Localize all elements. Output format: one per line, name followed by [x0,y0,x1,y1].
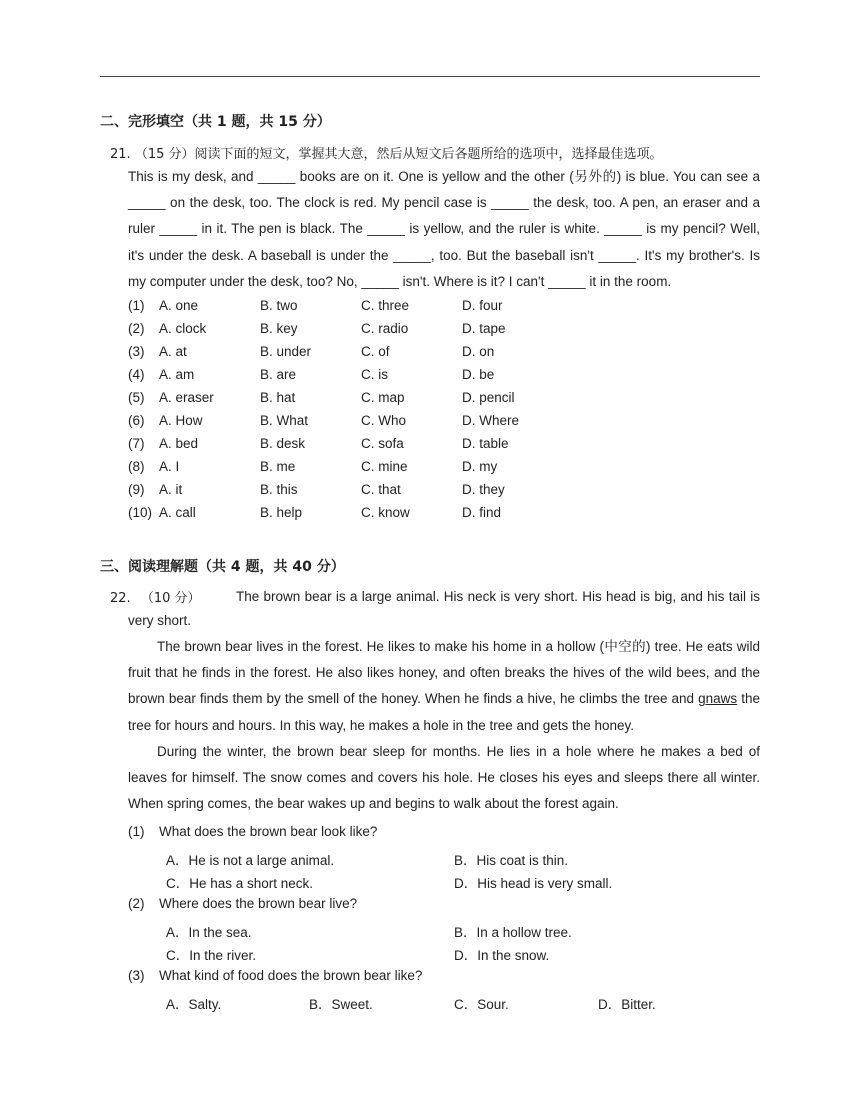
passage-paragraph-2 [128,634,760,739]
option-d: D. Where [462,413,520,428]
option-d: D. my [462,459,498,474]
option-b: B. me [260,459,296,474]
option-number: (10) [128,505,153,520]
option-a: A. bed [159,436,199,451]
option-number: (8) [128,459,145,474]
option-b: B. What [260,413,309,428]
question-instructions: （15 分）阅读下面的短文，掌握其大意，然后从短文后各题所给的选项中，选择最佳选项。 [134,147,663,162]
option-a: A. clock [159,321,207,336]
passage-line: my computer under the desk, too? No, _____ isn't. Where is it? I can't _____ it in the room. [128,273,672,289]
passage-line: tree for hours and hours. In this way, he makes a hole in the tree and gets the honey. [128,717,635,733]
choice-b: B．His coat is thin. [454,853,569,868]
sub-question-text: Where does the brown bear live? [159,896,358,911]
option-c: C. know [361,505,410,520]
question-21-header [110,143,663,162]
option-a: A. eraser [159,390,214,405]
option-number: (4) [128,367,145,382]
choice-a: A．Salty. [166,997,222,1012]
sub-question-text: What kind of food does the brown bear like? [159,968,423,983]
section-title-reading: 三、阅读理解题（共 4 题，共 40 分） [100,559,345,575]
choice-b: B．Sweet. [309,997,373,1012]
option-d: D. be [462,367,495,382]
passage-line: ruler _____ in it. The pen is black. The _____ is yellow, and the ruler is white. _____ is my pencil? Well, [128,221,760,237]
option-c: C. mine [361,459,408,474]
section-title-cloze: 二、完形填空（共 1 题，共 15 分） [100,114,331,130]
option-number: (9) [128,482,145,497]
passage-line: When spring comes, the bear wakes up and begins to walk about the forest again. [128,796,619,812]
option-d: D. tape [462,321,506,336]
option-number: (5) [128,390,145,405]
choice-c: C．Sour. [454,997,509,1012]
choice-d: D．In the snow. [454,948,550,963]
option-c: C. map [361,390,405,405]
choice-b: B．In a hollow tree. [454,925,572,940]
sub-question-text: What does the brown bear look like? [159,824,378,839]
option-c: C. that [361,482,401,497]
option-a: A. at [159,344,187,359]
option-number: (2) [128,321,145,336]
passage-line: fruit that he finds in the forest. He also likes honey, and often breaks the hives of the wild bees, and the [128,665,760,681]
option-number: (3) [128,344,145,359]
option-b: B. desk [260,436,306,451]
underlined-word: gnaws [698,691,738,707]
header-rule [100,76,760,77]
option-b: B. help [260,505,303,520]
passage-line: brown bear finds them by the smell of the honey. When he finds a hive, he climbs the tree and gnaws the [128,691,760,707]
option-number: (1) [128,298,145,313]
option-c: C. radio [361,321,409,336]
sub-question-number: (2) [128,896,145,911]
choice-c: C．In the river. [166,948,257,963]
option-d: D. on [462,344,495,359]
option-d: D. find [462,505,502,520]
choice-c: C．He has a short neck. [166,876,314,891]
option-a: A. I [159,459,180,474]
option-a: A. call [159,505,196,520]
option-b: B. under [260,344,312,359]
option-a: A. How [159,413,203,428]
option-a: A. it [159,482,183,497]
question-score: （10 分） [140,591,201,606]
choice-d: D．Bitter. [598,997,656,1012]
choice-a: A．In the sea. [166,925,252,940]
passage-line: The brown bear lives in the forest. He likes to make his home in a hollow (中空的) tree. He eats wild [157,639,760,654]
passage-line: _____ on the desk, too. The clock is red. My pencil case is _____ the desk, too. A pen, an eraser and a [128,195,760,211]
option-a: A. one [159,298,199,313]
passage-line: it's under the desk. A baseball is under the _____, too. But the baseball isn't _____. It's my brother's. Is [128,247,760,263]
option-c: C. is [361,367,388,382]
question-22-header [110,587,201,606]
option-d: D. they [462,482,505,497]
option-d: D. table [462,436,509,451]
question-number: 21. [110,147,131,162]
passage-line: leaves for himself. The snow comes and covers his hole. He closes his eyes and sleeps there all winter. [128,770,760,786]
option-d: D. four [462,298,503,313]
option-c: C. three [361,298,410,313]
passage-line: The brown bear is a large animal. His neck is very short. His head is big, and his tail is [236,589,760,604]
sub-question-number: (1) [128,824,145,839]
option-number: (6) [128,413,145,428]
option-d: D. pencil [462,390,515,405]
passage-line: During the winter, the brown bear sleep for months. He lies in a hole where he makes a bed of [157,744,760,759]
option-b: B. two [260,298,298,313]
option-b: B. hat [260,390,296,405]
option-c: C. sofa [361,436,404,451]
option-c: C. of [361,344,390,359]
choice-a: A．He is not a large animal. [166,853,335,868]
option-b: B. key [260,321,298,336]
cloze-passage [128,164,760,295]
passage-line: very short. [128,613,192,628]
option-a: A. am [159,367,195,382]
passage-paragraph-3 [128,739,760,818]
choice-d: D．His head is very small. [454,876,613,891]
option-number: (7) [128,436,145,451]
option-b: B. are [260,367,297,382]
option-b: B. this [260,482,298,497]
option-c: C. Who [361,413,407,428]
sub-question-number: (3) [128,968,145,983]
question-number: 22. [110,591,131,606]
passage-line: This is my desk, and _____ books are on it. One is yellow and the other (另外的) is blue. You can see a [128,169,760,184]
